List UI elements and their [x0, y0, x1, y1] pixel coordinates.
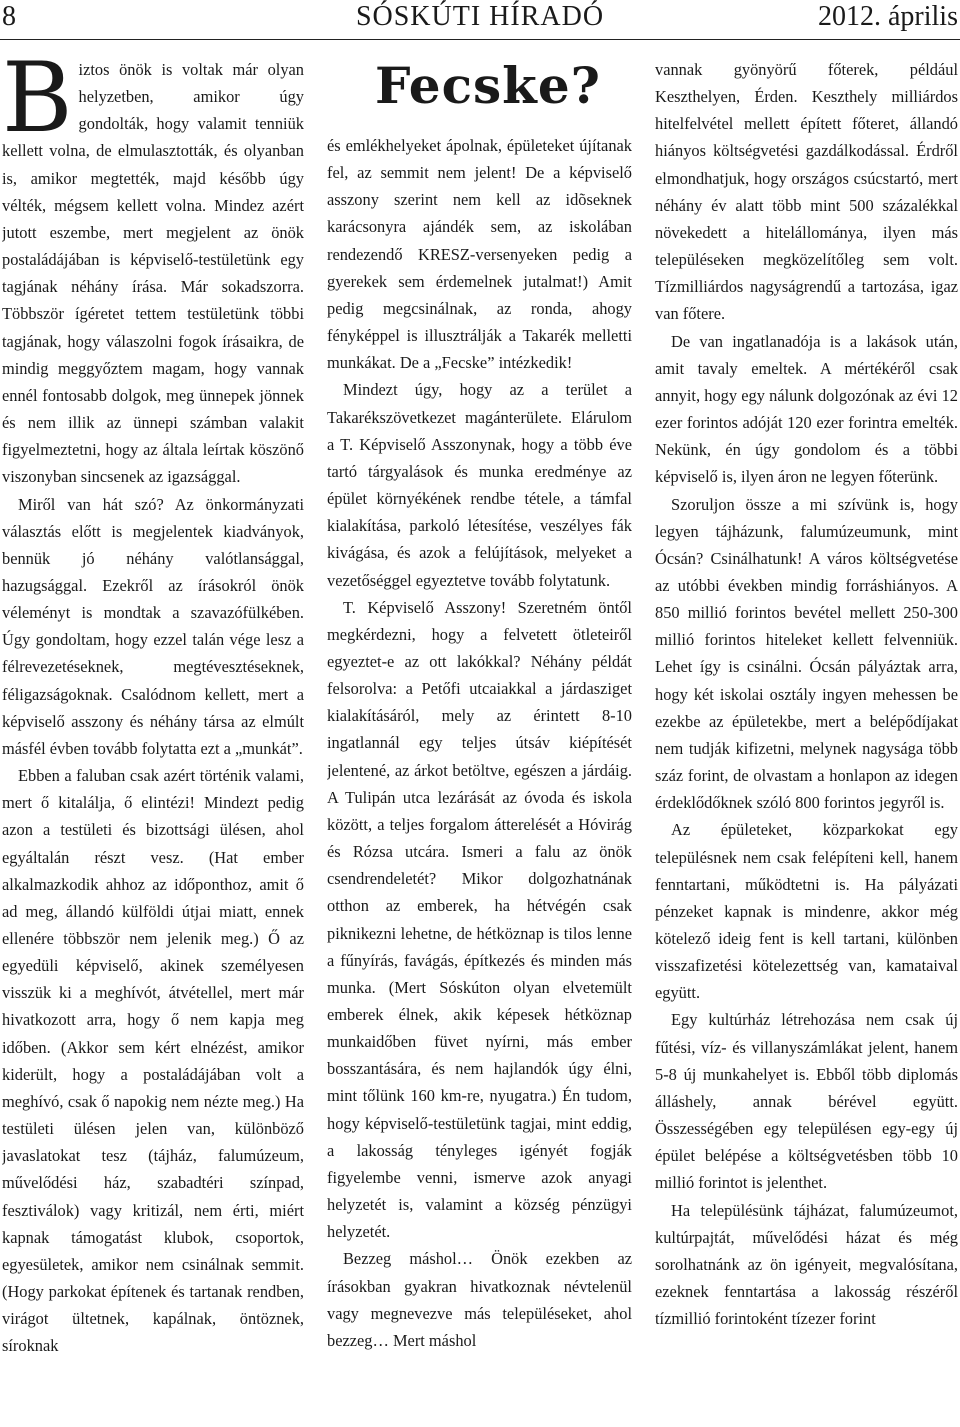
article-column-1 [2, 56, 304, 1422]
drop-cap: B [2, 56, 73, 154]
paragraph: Szoruljon össze a mi szívünk is, hogy legyen tájházunk, falumúzeumunk, mint Ócsán? Csinálhatunk! A város költségvetése az utóbbi években mindig forráshiányos. A 850 millió forintos bevétel mellett 250-300 millió forintos hiteleket kellett felvenniük. Lehet így is csinálni. Ócsán pályáztak arra, hogy két iskolai osztály ingyen mehessen be ezekbe az épületekbe, mert a belépődíjakat nem tudják kifizetni, melynek nagysága több száz forint, de olvastam a honlapon az idegen érdeklődőknek szóló 800 forintos jegyről is. [655, 494, 958, 813]
paragraph: Ebben a faluban csak azért történik valami, mert ő kitalálja, ő elintézi! Mindezt pedig azon a testületi és bizottsági ülésen, ahol egyáltalán részt vesz. (Hat ember alkalmazkodik ahhoz az időponthoz, amit ő ad meg, állandó külföldi útjai miatt, ennek ellenére többször nem jelenik meg.) Ő az egyedüli képviselő, akinek személyesen visszük ki a meghívót, átvétellel, mert már hivatkozott arra, hogy ő nem kapja meg időben. (Akkor sem kért elnézést, amikor kiderült, hogy a postaládájában volt a meghívó, csak ő napokig nem nézte meg.) Ha testületi ülésen jelen van, különböző javaslatokat tesz (tájház, falumúzeum, művelődési ház, szabadtéri színpad, fesztiválok) vagy kritizál, nem érti, miért kapnak támogatást klubok, csoportok, egyesületek, amikor nem csinálnak semmit. (Hogy parkokat építenek és tartanak rendben, virágot ültetnek, kapálnak, öntöznek, síroknak [2, 766, 304, 1356]
issue-date: 2012. április [818, 1, 958, 32]
page-header [0, 0, 960, 40]
paragraph [2, 56, 304, 491]
paragraph: vannak gyönyörű főterek, például Keszthelyen, Érden. Keszthely milliárdos hitelfelvétel mellett épített főteret, állandó hiányos költségvetési gazdálkodással. Érdről elmondhatjuk, hogy országos csúcstartó, mert néhány év alatt több mint 500 százalékkal növekedett a hitelállománya, ilyen más településeken megközelítőleg sem volt. Tízmilliárdos nagyságrendű a tartozása, igaz van főtere. [655, 60, 958, 324]
newspaper-name: SÓSKÚTI HÍRADÓ [355, 1, 605, 32]
paragraph: Egy kultúrház létrehozása nem csak új fűtési, víz- és villanyszámlákat jelent, hanem 5-8 új munkahelyet is. Ebből több diplomás álláshely, annak bérével együtt. Összességében egy településen egy-egy új épület belépése a költségvetésben több 10 millió forintot is jelenthet. [655, 1010, 958, 1193]
article-column-3 [655, 56, 958, 1422]
paragraph: Az épületeket, közparkokat egy településnek nem csak felépíteni kell, hanem fenntartani, működtetni is. Ha pályázati pénzeket kapnak is mindenre, akkor még kötelező ideig fent is kell tartani, különben visszafizetési kötelezettség van, kamataival együtt. [655, 820, 958, 1003]
paragraph: Bezzeg máshol… Önök ezekben az írásokban gyakran hivatkoznak névtelenül vagy megnevezve más településeket, ahol bezzeg… Mert máshol [327, 1249, 632, 1350]
paragraph-text: iztos önök is voltak már olyan helyzetben, amikor úgy gondolták, hogy valamit tenniük kellett volna, de elmulasztották, és olyanban is, amikor megtették, majd később úgy vélték, mégsem kellett volna. Mindez azért jutott eszembe, mert megjelent az önök postaládájában is képviselő-testületünk egy tagjának néhány írása. Már sokadszorra. Többször ígéretet tettem testületünk többi tagjának, hogy válaszolni fogok írásaikra, de mindig meggyőztem magam, hogy vannak ennél fontosabb dolgok, meg ünnepek jönnek és nem illik az ünnepi számban valakit figyelmeztetni, hogy az általa leírtak köszönő viszonyban sincsenek az igazsággal. [2, 60, 304, 487]
paragraph: Ha településünk tájházat, falumúzeumot, kultúrpajtát, művelődési házat és még sorolhatnánk az ön igényeit, megvalósítana, ezeknek fenntartása a lakosság részéről tízmillió forintoként tízezer forint [655, 1200, 958, 1329]
paragraph: Miről van hát szó? Az önkormányzati választás előtt is megjelentek kiadványok, bennük jó néhány valótlansággal, hazugsággal. Ezekről az írásokról önök véleményt is mondtak a szavazófülkében. Úgy gondoltam, hogy ezzel talán vége lesz a félrevezetéseknek, megtévesztéseknek, féligazságoknak. Csalódnom kellett, mert a képviselő asszony és néhány társa az elmúlt másfél évben tovább folytatta ezt a „munkát”. [2, 494, 304, 758]
paragraph: T. Képviselő Asszony! Szeretném öntől megkérdezni, hogy a felvetett ötleteiről egyeztet-e az ott lakókkal? Néhány példát felsorolva: a Petőfi utcaiakkal a járdasziget kialakításáról, mely az érintett 8-10 ingatlannál egy teljes útsáv kiépítését jelentené, az árkot betöltve, egészen a járdáig. A Tulipán utca lezárását az óvoda és iskola között, a teljes forgalom átterelését a Hóvirág és Rózsa utcára. Ismeri a falu az önök csendrendeletét? Mikor dolgozhatnának otthon az emberek, ha hétvégén csak piknikezni lehetne, de hétköznap is tilos lenne a fűnyírás, favágás, építkezés és minden más munka. (Mert Sóskúton olyan elvetemült emberek élnek, akik képesek hétköznap munkaidőben füvet nyírni, más ember bosszantására, és nem hajlandók úgy élni, mint tőlünk 160 km-re, nyugatra.) Én tudom, hogy képviselő-testületünk tagjai, mint eddig, a lakosság tényleges igényét fogják figyelembe venni, ismerve azok anyagi helyzetét is, valamint a község pénzügyi helyzetét. [327, 597, 632, 1242]
page-number: 8 [2, 1, 16, 32]
paragraph: Mindezt úgy, hogy az a terület a Takarékszövetkezet magánterülete. Elárulom a T. Képviselő Asszonynak, hogy a több éve tartó tárgyalások és munka eredménye az épület környékének rendbe tétele, a támfal kialakítása, parkoló létesítése, veszélyes fák kivágása, és azok a felújítások, melyeket a vezetőséggel egyeztetve tovább folytatunk. [327, 380, 632, 590]
article-column-2 [327, 56, 632, 1422]
article-headline: Fecske? [375, 56, 601, 115]
paragraph: és emlékhelyeket ápolnak, épületeket újítanak fel, az semmit nem jelent! De a képviselő asszony szerint nem kell az idõseknek karácsonyra ajándék sem, az iskolában rendezendő KRESZ-versenyeken pedig a gyerekek sem érdemelnek jutalmat!) Amit pedig megcsinálnak, az ronda, ahogy fényképpel is illusztrálják a Takarék melletti munkákat. De a „Fecske” intézkedik! [327, 136, 632, 373]
paragraph: De van ingatlanadója is a lakások után, amit tavaly emeltek. A mértékéről csak annyit, hogy egy nálunk dolgozónak az évi 12 ezer forintos adóját 120 ezer forintra emelték. Nekünk, én úgy gondolom és a többi képviselő is, ilyen áron ne legyen főterünk. [655, 331, 958, 487]
